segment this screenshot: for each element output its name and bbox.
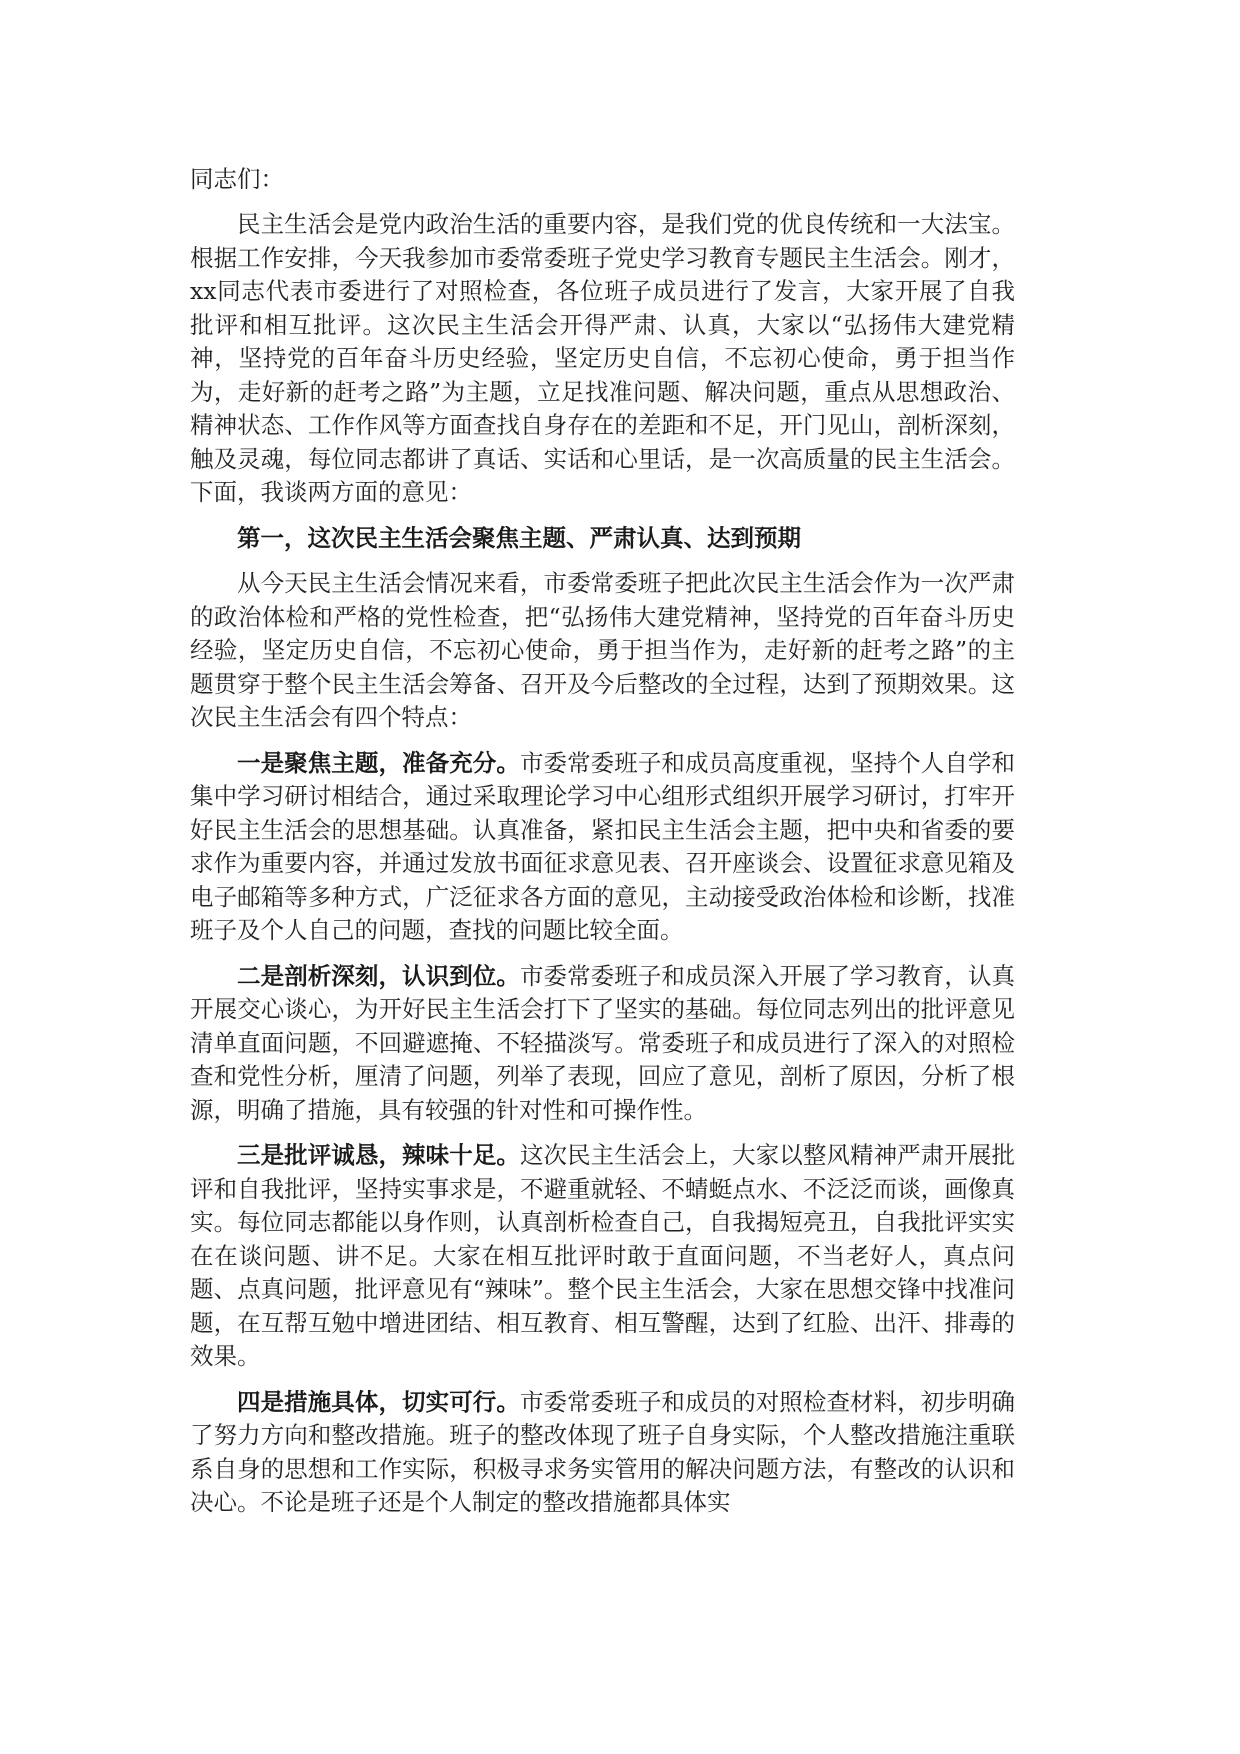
point-lead: 二是剖析深刻，认识到位。 [237,961,520,990]
point-text: 市委常委班子和成员深入开展了学习教育，认真开展交心谈心，为开好民主生活会打下了坚实的基础。每位同志列出的批评意见清单直面问题，不回避遮掩、不轻描淡写。常委班子和成员进行了深入的对照检查和党性分析，厘清了问题，列举了表现，回应了意见，剖析了原因，分析了根源，明确了措施，具有较强的针对性和可操作性。 [190,961,1015,1124]
point-lead: 一是聚焦主题，准备充分。 [237,748,520,777]
point-paragraph-2 [190,960,1015,1128]
point-lead: 四是措施具体，切实可行。 [237,1387,520,1416]
point-text: 这次民主生活会上，大家以整风精神严肃开展批评和自我批评，坚持实事求是，不避重就轻、不蜻蜓点水、不泛泛而谈，画像真实。每位同志都能以身作则，认真剖析检查自己，自我揭短亮丑，自我批评实实在在谈问题、讲不足。大家在相互批评时敢于直面问题，不当老好人，真点问题、点真问题，批评意见有“辣味”。整个民主生活会，大家在思想交锋中找准问题，在互帮互勉中增进团结、相互教育、相互警醒，达到了红脸、出汗、排毒的效果。 [190,1141,1015,1370]
section-intro-paragraph: 从今天民主生活会情况来看，市委常委班子把此次民主生活会作为一次严肃的政治体检和严格的党性检查，把“弘扬伟大建党精神，坚持党的百年奋斗历史经验，坚定历史自信，不忘初心使命，勇于担当作为，走好新的赶考之路”的主题贯穿于整个民主生活会筹备、召开及今后整改的全过程，达到了预期效果。这次民主生活会有四个特点： [190,569,1015,731]
point-paragraph-4 [190,1386,1015,1520]
section-heading: 第一，这次民主生活会聚焦主题、严肃认真、达到预期 [237,523,801,552]
point-paragraph-3 [190,1139,1015,1374]
greeting: 同志们： [190,165,284,193]
point-text: 市委常委班子和成员高度重视，坚持个人自学和集中学习研讨相结合，通过采取理论学习中心组形式组织开展学习研讨，打牢开好民主生活会的思想基础。认真准备，紧扣民主生活会主题，把中央和省委的要求作为重要内容，并通过发放书面征求意见表、召开座谈会、设置征求意见箱及电子邮箱等多种方式，广泛征求各方面的意见，主动接受政治体检和诊断，找准班子及个人自己的问题，查找的问题比较全面。 [190,748,1015,944]
point-text: 市委常委班子和成员的对照检查材料，初步明确了努力方向和整改措施。班子的整改体现了班子自身实际，个人整改措施注重联系自身的思想和工作实际，积极寻求务实管用的解决问题方法，有整改的认识和决心。不论是班子还是个人制定的整改措施都具体实 [190,1387,1015,1516]
point-paragraph-1 [190,747,1015,948]
intro-paragraph: 民主生活会是党内政治生活的重要内容，是我们党的优良传统和一大法宝。根据工作安排，今天我参加市委常委班子党史学习教育专题民主生活会。刚才，xx同志代表市委进行了对照检查，各位班子成员进行了发言，大家开展了自我批评和相互批评。这次民主生活会开得严肃、认真，大家以“弘扬伟大建党精神，坚持党的百年奋斗历史经验，坚定历史自信，不忘初心使命，勇于担当作为，走好新的赶考之路”为主题，立足找准问题、解决问题，重点从思想政治、精神状态、工作作风等方面查找自身存在的差距和不足，开门见山，剖析深刻，触及灵魂，每位同志都讲了真话、实话和心里话，是一次高质量的民主生活会。下面，我谈两方面的意见： [190,210,1015,506]
point-lead: 三是批评诚恳，辣味十足。 [237,1141,520,1169]
document-page [190,163,1015,1532]
